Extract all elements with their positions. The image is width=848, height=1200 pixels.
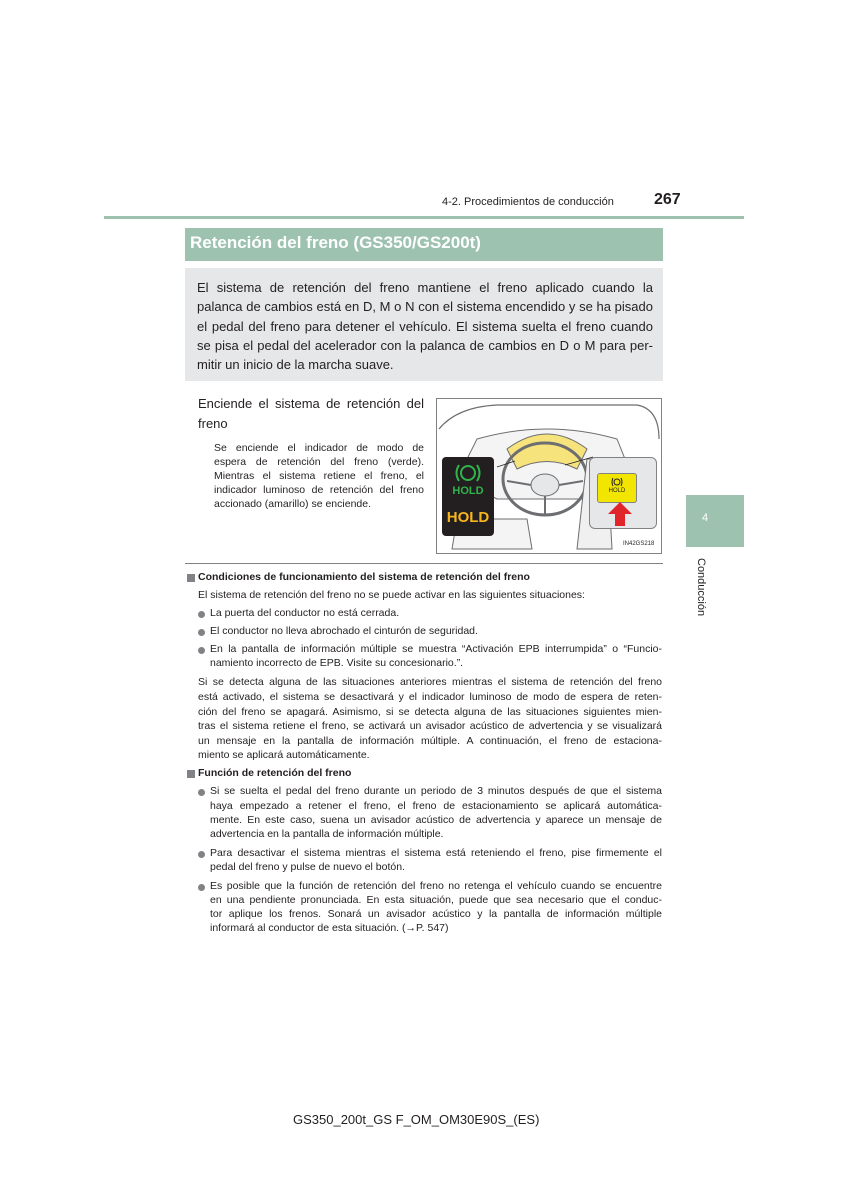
- list-item: pedal del freno y pulse de nuevo el botón.: [210, 861, 405, 873]
- step-description: indicador luminoso de retención del freno: [214, 484, 424, 496]
- step-title: Enciende el sistema de retención del: [198, 396, 424, 411]
- list-item: informará al conductor de esta situación. (→P. 547): [210, 922, 449, 934]
- section-divider: [185, 563, 663, 564]
- list-item: mente. En este caso, suena un avisador acústico de advertencia y aparece un mensaje de: [210, 814, 662, 826]
- paragraph-line: Si se detecta alguna de las situaciones anteriores mientras el sistema de retención del freno: [198, 676, 662, 688]
- paragraph-line: ción del freno se apagará. Asimismo, si se detecta alguna de las situaciones siguientes mien-: [198, 706, 662, 718]
- illustration-code: IN42GS218: [623, 541, 655, 547]
- brake-hold-button-label: HOLD: [608, 488, 626, 494]
- square-bullet-icon: [187, 574, 195, 582]
- paragraph-line: está activado, el sistema se desactivará y el indicador luminoso de modo de espera de reten-: [198, 691, 662, 703]
- section-intro: El sistema de retención del freno no se puede activar en las siguientes situaciones:: [198, 589, 585, 601]
- list-item: Es posible que la función de retención del freno no retenga el vehículo cuando se encuentre: [210, 880, 662, 892]
- brake-hold-standby-icon: [453, 462, 483, 484]
- bullet-dot-icon: [198, 629, 205, 636]
- chapter-label: Conducción: [695, 558, 707, 617]
- list-item: tor aplique los frenos. Sonará un avisador acústico y la pantalla de información múltiple: [210, 908, 662, 920]
- intro-line: palanca de cambios está en D, M o N con el sistema encendido y se ha pisado: [197, 299, 653, 314]
- paragraph-line: miento se aplicará automáticamente.: [198, 749, 370, 761]
- bullet-dot-icon: [198, 611, 205, 618]
- list-item: Para desactivar el sistema mientras el sistema está reteniendo el freno, pise firmemente el: [210, 847, 662, 859]
- paragraph-line: un mensaje en la pantalla de información múltiple. A continuación, el freno de estaciona-: [198, 735, 662, 747]
- intro-line: mitir un inicio de la marcha suave.: [197, 357, 394, 372]
- header-rule: [104, 216, 744, 219]
- hold-standby-indicator: HOLD: [452, 485, 484, 497]
- chapter-number: 4: [702, 512, 709, 524]
- dashboard-illustration: [436, 398, 662, 554]
- intro-line: se pisa el pedal del acelerador con la palanca de cambios en D o M para per-: [197, 338, 653, 353]
- page-number: 267: [654, 191, 681, 208]
- chapter-tab: [686, 495, 744, 547]
- intro-line: El sistema de retención del freno mantiene el freno aplicado cuando la: [197, 280, 653, 295]
- step-description: Se enciende el indicador de modo de: [214, 442, 424, 454]
- list-item: namiento incorrecto de EPB. Visite su concesionario.”.: [210, 657, 464, 669]
- hold-active-indicator: HOLD: [446, 509, 490, 526]
- list-item: haya empezado a retener el freno, el freno de estacionamiento se aplicará automática-: [210, 800, 662, 812]
- section-heading: Función de retención del freno: [198, 767, 352, 779]
- section-heading: Condiciones de funcionamiento del sistema de retención del freno: [198, 571, 530, 583]
- press-arrow-icon: [607, 501, 633, 527]
- document-code: GS350_200t_GS F_OM_OM30E90S_(ES): [293, 1112, 540, 1127]
- step-description: accionado (amarillo) se enciende.: [214, 498, 372, 510]
- list-item: advertencia en la pantalla de información múltiple.: [210, 828, 444, 840]
- list-item: en una pendiente pronunciada. En esta situación, puede que sea necesario que el conduc-: [210, 894, 662, 906]
- bullet-dot-icon: [198, 884, 205, 891]
- bullet-dot-icon: [198, 789, 205, 796]
- list-item: Si se suelta el pedal del freno durante un periodo de 3 minutos después de que el sistema: [210, 785, 662, 797]
- list-item: La puerta del conductor no está cerrada.: [210, 607, 400, 619]
- intro-line: el pedal del freno para detener el vehículo. El sistema suelta el freno cuando: [197, 319, 653, 334]
- bullet-dot-icon: [198, 851, 205, 858]
- section-title: Retención del freno (GS350/GS200t): [190, 233, 481, 252]
- step-description: espera de retención del freno (verde).: [214, 456, 424, 468]
- step-title: freno: [198, 416, 228, 431]
- running-header: 4-2. Procedimientos de conducción: [442, 196, 614, 208]
- square-bullet-icon: [187, 770, 195, 778]
- bullet-dot-icon: [198, 647, 205, 654]
- brake-hold-button-icon: [611, 477, 623, 487]
- list-item: En la pantalla de información múltiple se muestra “Activación EPB interrumpida” o “Funcio-: [210, 643, 662, 655]
- paragraph-line: tras el sistema retiene el freno, se activará un avisador acústico de advertencia y se visualizará: [198, 720, 662, 732]
- step-description: Mientras el sistema retiene el freno, el: [214, 470, 424, 482]
- list-item: El conductor no lleva abrochado el cinturón de seguridad.: [210, 625, 478, 637]
